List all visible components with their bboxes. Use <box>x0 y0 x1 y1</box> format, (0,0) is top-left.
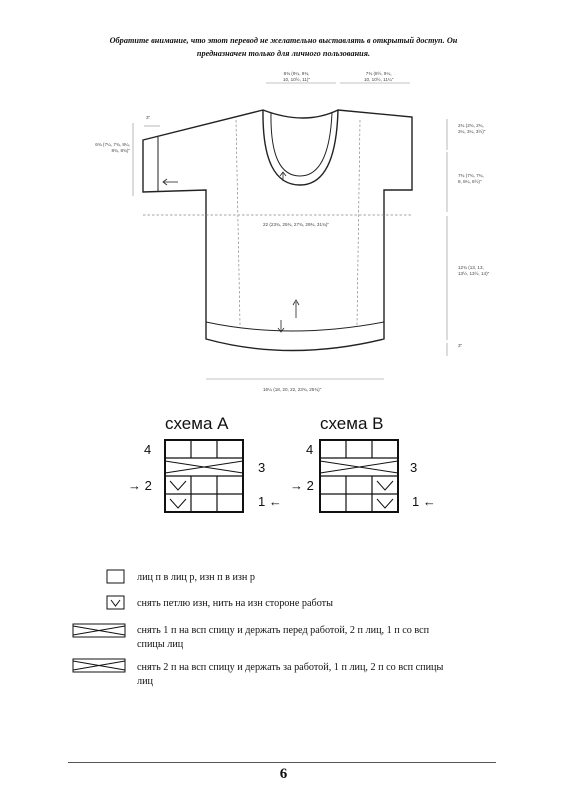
scheme-a-row-3: 3 <box>258 460 266 475</box>
scheme-b-grid <box>320 440 398 512</box>
legend-cable-front-line-2: спицы лиц <box>137 639 184 650</box>
dim-sleeve-depth-1: 6¾ (7¼, 7¾, 8¼, <box>95 142 130 147</box>
dim-top-right-2: 10, 10½, 11¼" <box>364 77 394 82</box>
legend-slip: снять петлю изн, нить на изн стороне работы <box>137 598 333 609</box>
dim-sleeve-width: 3" <box>146 115 151 120</box>
dim-top-left-1: 8¾ (9¼, 9¾, <box>283 71 310 76</box>
scheme-a-row-4: 4 <box>144 442 152 457</box>
dim-hem-width: 16¼ (18, 20, 22, 23¾, 25¾)" <box>263 387 322 392</box>
footer-divider <box>68 762 496 763</box>
scheme-a-row-1: 1 ← <box>258 494 282 509</box>
legend-cable-front-line-1: снять 1 п на всп спицу и держать перед работой, 2 п лиц, 1 п со всп <box>137 625 430 636</box>
scheme-b-title: схема В <box>320 414 384 433</box>
legend-knit: лиц п в лиц р, изн п в изн р <box>137 572 256 583</box>
scheme-b-row-1: 1 ← <box>412 494 436 509</box>
scheme-a-title: схема А <box>165 414 229 433</box>
dim-armhole-2: 8, 8¼, 8½)" <box>458 179 482 184</box>
legend-slip-symbol <box>107 596 124 609</box>
dim-hem: 3" <box>458 343 463 348</box>
dim-armhole-1: 7¾ (7¾, 7¾, <box>458 173 484 178</box>
dim-body-length-1: 12¾ (13, 13, <box>458 265 484 270</box>
legend-cable-back-line-2: лиц <box>137 676 153 687</box>
legend-cable-front <box>137 624 429 652</box>
dim-shoulder-drop-2: 3¼, 3¼, 3½)" <box>458 129 486 134</box>
scheme-a-grid <box>165 440 243 512</box>
dim-top-right-1: 7¾ (8½, 9¼, <box>365 71 392 76</box>
legend-knit-symbol <box>107 570 124 583</box>
dim-bust: 22 (23¾, 25¾, 27¾, 29¾, 31¾)" <box>263 222 329 227</box>
dim-shoulder-drop-1: 2¾ (2¾, 2¾, <box>458 123 484 128</box>
scheme-b-row-4: 4 <box>306 442 314 457</box>
notice-line-1: Обратите внимание, что этот перевод не желательно выставлять в открытый доступ. Он <box>109 36 458 45</box>
legend-cable-back-line-1: снять 2 п на всп спицу и держать за работой, 1 п лиц, 2 п со всп спицы <box>137 662 444 673</box>
dim-top-left-2: 10, 10½, 11)" <box>283 77 311 82</box>
page-number: 6 <box>279 766 288 782</box>
dim-sleeve-depth-2: 8¾, 8¾)" <box>111 148 130 153</box>
scheme-b-row-3: 3 <box>410 460 418 475</box>
dim-body-length-2: 13½, 13½, 14)" <box>458 271 490 276</box>
scheme-b-row-2: → 2 <box>290 478 314 493</box>
scheme-a-row-2: → 2 <box>128 478 152 493</box>
notice-line-2: предназначен только для личного пользования. <box>196 49 371 58</box>
legend-cable-back <box>137 661 443 689</box>
